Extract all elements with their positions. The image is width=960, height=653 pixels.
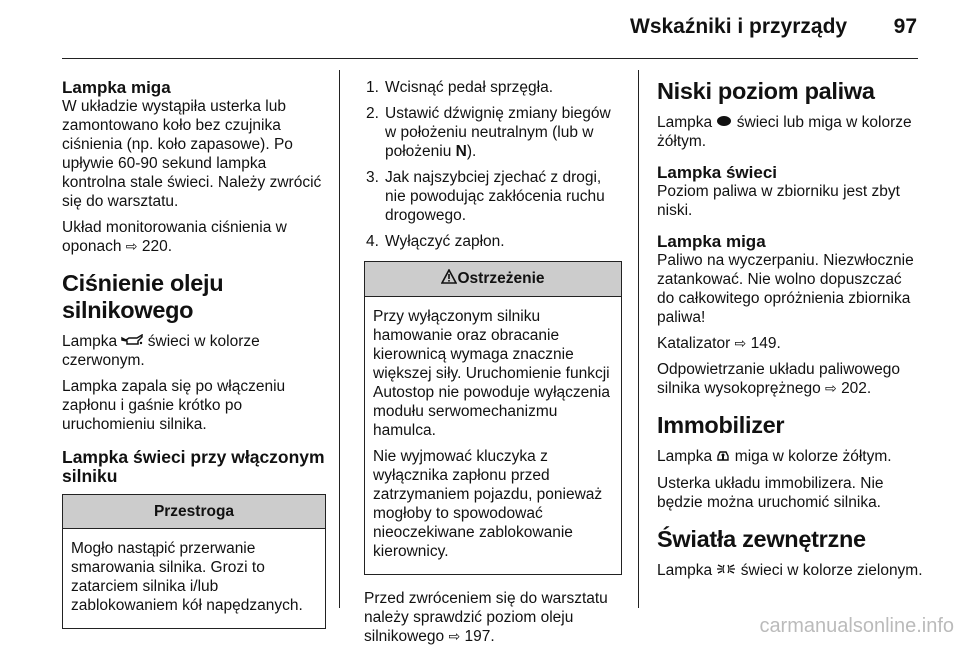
column-divider-2 [638, 70, 639, 608]
warning-triangle-icon [441, 269, 457, 289]
step-text: Jak najszybciej zjechać z drogi, nie powodując zakłócenia ruchu drogowego. [385, 169, 605, 224]
heading-lampka-miga: Lampka miga [657, 232, 766, 252]
step-item [364, 104, 622, 161]
caution-text: Mogło nastąpić przerwanie smarowania silnika. Grozi to zatarciem silnika i/lub zablokowaniem kół napędzanych. [71, 540, 303, 615]
page-ref[interactable]: 149. [750, 335, 781, 353]
heading-immobilizer: Immobilizer [657, 412, 785, 439]
step-item [364, 78, 622, 97]
paragraph-immo-lamp: Lampka miga w kolorze żółtym. [657, 448, 892, 466]
oil-can-icon [121, 332, 143, 351]
paragraph: Lampka zapala się po włączeniu zapłonu i gaśnie krótko po uruchomieniu silnika. [62, 378, 286, 434]
step-gear-letter: N [455, 143, 467, 160]
step-text: Wyłączyć zapłon. [385, 233, 505, 250]
paragraph: Paliwo na wyczerpaniu. Niezwłocznie zatankować. Nie wolno dopuszczać do całkowitego opróżnienia zbiornika paliwa! [657, 252, 914, 327]
paragraph-oil-lamp: Lampka świeci w kolorze czerwonym. [62, 333, 260, 370]
column-1 [62, 78, 326, 629]
step-number: 1. [366, 79, 379, 96]
caution-title: Przestroga [63, 495, 325, 529]
heading-lampka-swieci: Lampka świeci przy włączonym silniku [62, 447, 325, 487]
paragraph: Usterka układu immobilizera. Nie będzie można uruchomić silnika. [657, 474, 884, 511]
page-ref[interactable]: 197. [464, 628, 495, 645]
warning-title: Ostrzeżenie [365, 262, 621, 297]
paragraph-oil-check: Przed zwróceniem się do warsztatu należy sprawdzić poziom oleju silnikowego ⇨ 197. [364, 590, 608, 645]
column-3 [657, 78, 923, 587]
step-text: Wcisnąć pedał sprzęgła. [385, 79, 553, 96]
page-ref[interactable]: 202. [841, 380, 872, 398]
step-tail: ). [466, 143, 477, 160]
paragraph-fuel-lamp: Lampka świeci lub miga w kolorze żółtym. [657, 114, 912, 151]
page-ref-icon: ⇨ [125, 238, 138, 254]
paragraph: Poziom paliwa w zbiorniku jest zbyt niski. [657, 183, 900, 220]
immobilizer-key-car-icon [716, 448, 730, 467]
page-ref-icon: ⇨ [448, 628, 461, 644]
step-number: 2. [366, 105, 379, 122]
page-number: 97 [893, 15, 917, 38]
step-number: 4. [366, 233, 379, 250]
step-number: 3. [366, 169, 379, 186]
heading-lampka-swieci: Lampka świeci [657, 163, 778, 183]
page-ref-icon: ⇨ [734, 335, 747, 352]
page-ref-icon: ⇨ [825, 380, 837, 397]
fuel-drop-icon [716, 113, 732, 132]
heading-niski-poziom-paliwa: Niski poziom paliwa [657, 78, 875, 104]
heading-cisnienie-oleju: Ciśnienie oleju silnikowego [62, 270, 224, 323]
paragraph-tpms: Układ monitorowania ciśnienia w oponach ⇨ 220. [62, 219, 287, 255]
warning-box [364, 261, 622, 575]
column-divider-1 [339, 70, 340, 608]
step-item [364, 168, 622, 225]
warning-text-2: Nie wyjmować kluczyka z wyłącznika zapłonu przed zatrzymaniem pojazdu, ponieważ mogłoby to spowodować nieoczekiwane zablokowanie kierownicy. [373, 448, 603, 560]
side-lights-icon [716, 561, 736, 580]
warning-text-1: Przy wyłączonym silniku hamowanie oraz obracanie kierownicą wymaga znacznie większej siły. Uruchomienie funkcji Autostop nie powoduje wyłączenia modułu serwomechanizmu hamulca. [373, 308, 610, 439]
step-text: Ustawić dźwignię zmiany biegów w położeniu neutralnym (lub w położeniu [385, 105, 611, 160]
paragraph-diesel: Odpowietrzanie układu paliwowego silnika wysokoprężnego ⇨ 202. [657, 361, 900, 398]
header-rule [62, 58, 918, 59]
heading-swiatla-zewnetrzne: Światła zewnętrzne [657, 525, 866, 552]
paragraph: W układzie wystąpiła usterka lub zamontowano koło bez czujnika ciśnienia (np. koło zapasowe). Po upływie 60-90 sekund lampka kontrolna stale świeci. Należy zwrócić się do warsztatu. [62, 98, 322, 210]
watermark: carmanualsonline.info [759, 615, 954, 637]
paragraph-catalyst: Katalizator ⇨ 149. [657, 335, 781, 353]
caution-box [62, 494, 326, 629]
page-ref[interactable]: 220. [141, 238, 173, 255]
header-title: Wskaźniki i przyrządy [630, 15, 848, 38]
steps-list [364, 78, 622, 251]
heading-lampka-miga: Lampka miga [62, 78, 171, 97]
step-item [364, 232, 622, 251]
paragraph-lights-lamp: Lampka świeci w kolorze zielonym. [657, 561, 923, 579]
column-2 [364, 78, 622, 653]
